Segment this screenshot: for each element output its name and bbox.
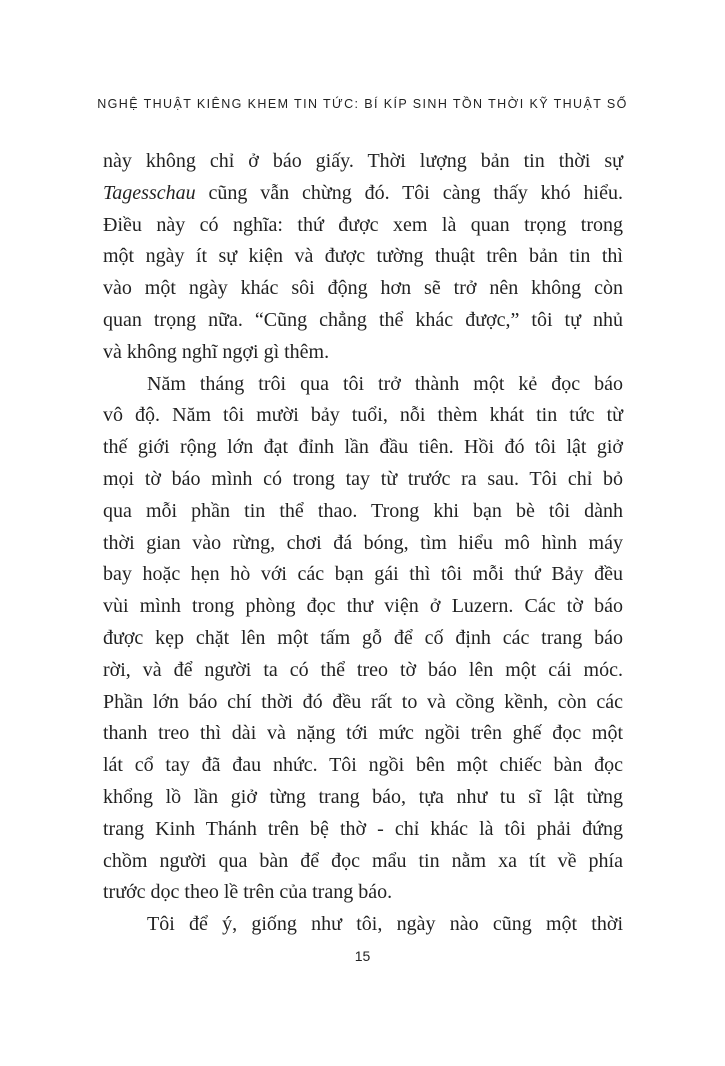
text-line: chồm người qua bàn để đọc mẩu tin nằm xa tít về phía — [103, 849, 623, 872]
body-text — [103, 146, 623, 941]
text-span: cũng vẫn chừng đó. Tôi càng thấy khó hiểu. — [195, 181, 623, 204]
text-line: vùi mình trong phòng đọc thư viện ở Luzern. Các tờ báo — [103, 595, 623, 618]
text-line: Tôi để ý, giống như tôi, ngày nào cũng một thời — [147, 913, 623, 936]
text-line: thời gian vào rừng, chơi đá bóng, tìm hiểu mô hình máy — [103, 531, 623, 554]
text-line: và không nghĩ ngợi gì thêm. — [103, 340, 330, 363]
text-line: bay hoặc hẹn hò với các bạn gái thì tôi mỗi thứ Bảy đều — [103, 563, 623, 586]
text-line: thế giới rộng lớn đạt đỉnh lần đầu tiên. Hồi đó tôi lật giở — [103, 436, 623, 459]
text-line: vào một ngày khác sôi động hơn sẽ trở nên không còn — [103, 277, 623, 300]
text-line: Năm tháng trôi qua tôi trở thành một kẻ đọc báo — [147, 372, 623, 395]
text-line: qua mỗi phần tin thể thao. Trong khi bạn bè tôi dành — [103, 499, 623, 522]
text-line: được kẹp chặt lên một tấm gỗ để cố định các trang báo — [103, 626, 623, 649]
text-line: trước dọc theo lề trên của trang báo. — [103, 881, 393, 904]
paragraph-2 — [103, 369, 623, 910]
text-line: này không chỉ ở báo giấy. Thời lượng bản tin thời sự — [103, 150, 623, 172]
text-line: rời, và để người ta có thể treo tờ báo lên một cái móc. — [103, 658, 623, 681]
paragraph-1 — [103, 146, 623, 369]
text-line: lát cổ tay đã đau nhức. Tôi ngồi bên một chiếc bàn đọc — [103, 754, 623, 777]
text-line: thanh treo thì dài và nặng tới mức ngồi trên ghế đọc một — [103, 722, 623, 745]
text-line — [103, 178, 623, 210]
text-line: quan trọng nữa. “Cũng chẳng thể khác được,” tôi tự nhủ — [103, 308, 623, 331]
text-line: mọi tờ báo mình có trong tay từ trước ra sau. Tôi chỉ bỏ — [103, 467, 623, 490]
text-line: vô độ. Năm tôi mười bảy tuổi, nỗi thèm khát tin tức từ — [103, 404, 623, 427]
text-line: Điều này có nghĩa: thứ được xem là quan trọng trong — [103, 213, 623, 236]
text-line: khổng lồ lần giở từng trang báo, tựa như tu sĩ lật từng — [103, 785, 623, 808]
text-line: một ngày ít sự kiện và được tường thuật trên bản tin thì — [103, 245, 623, 268]
italic-program-name: Tagesschau — [103, 181, 196, 204]
running-header: NGHỆ THUẬT KIÊNG KHEM TIN TỨC: BÍ KÍP SINH TỒN THỜI KỸ THUẬT SỐ — [97, 97, 628, 111]
text-line: Phần lớn báo chí thời đó đều rất to và cồng kềnh, còn các — [103, 690, 623, 713]
text-line: trang Kinh Thánh trên bệ thờ - chỉ khác là tôi phải đứng — [103, 817, 623, 840]
paragraph-3 — [103, 909, 623, 941]
page-number: 15 — [354, 948, 371, 964]
